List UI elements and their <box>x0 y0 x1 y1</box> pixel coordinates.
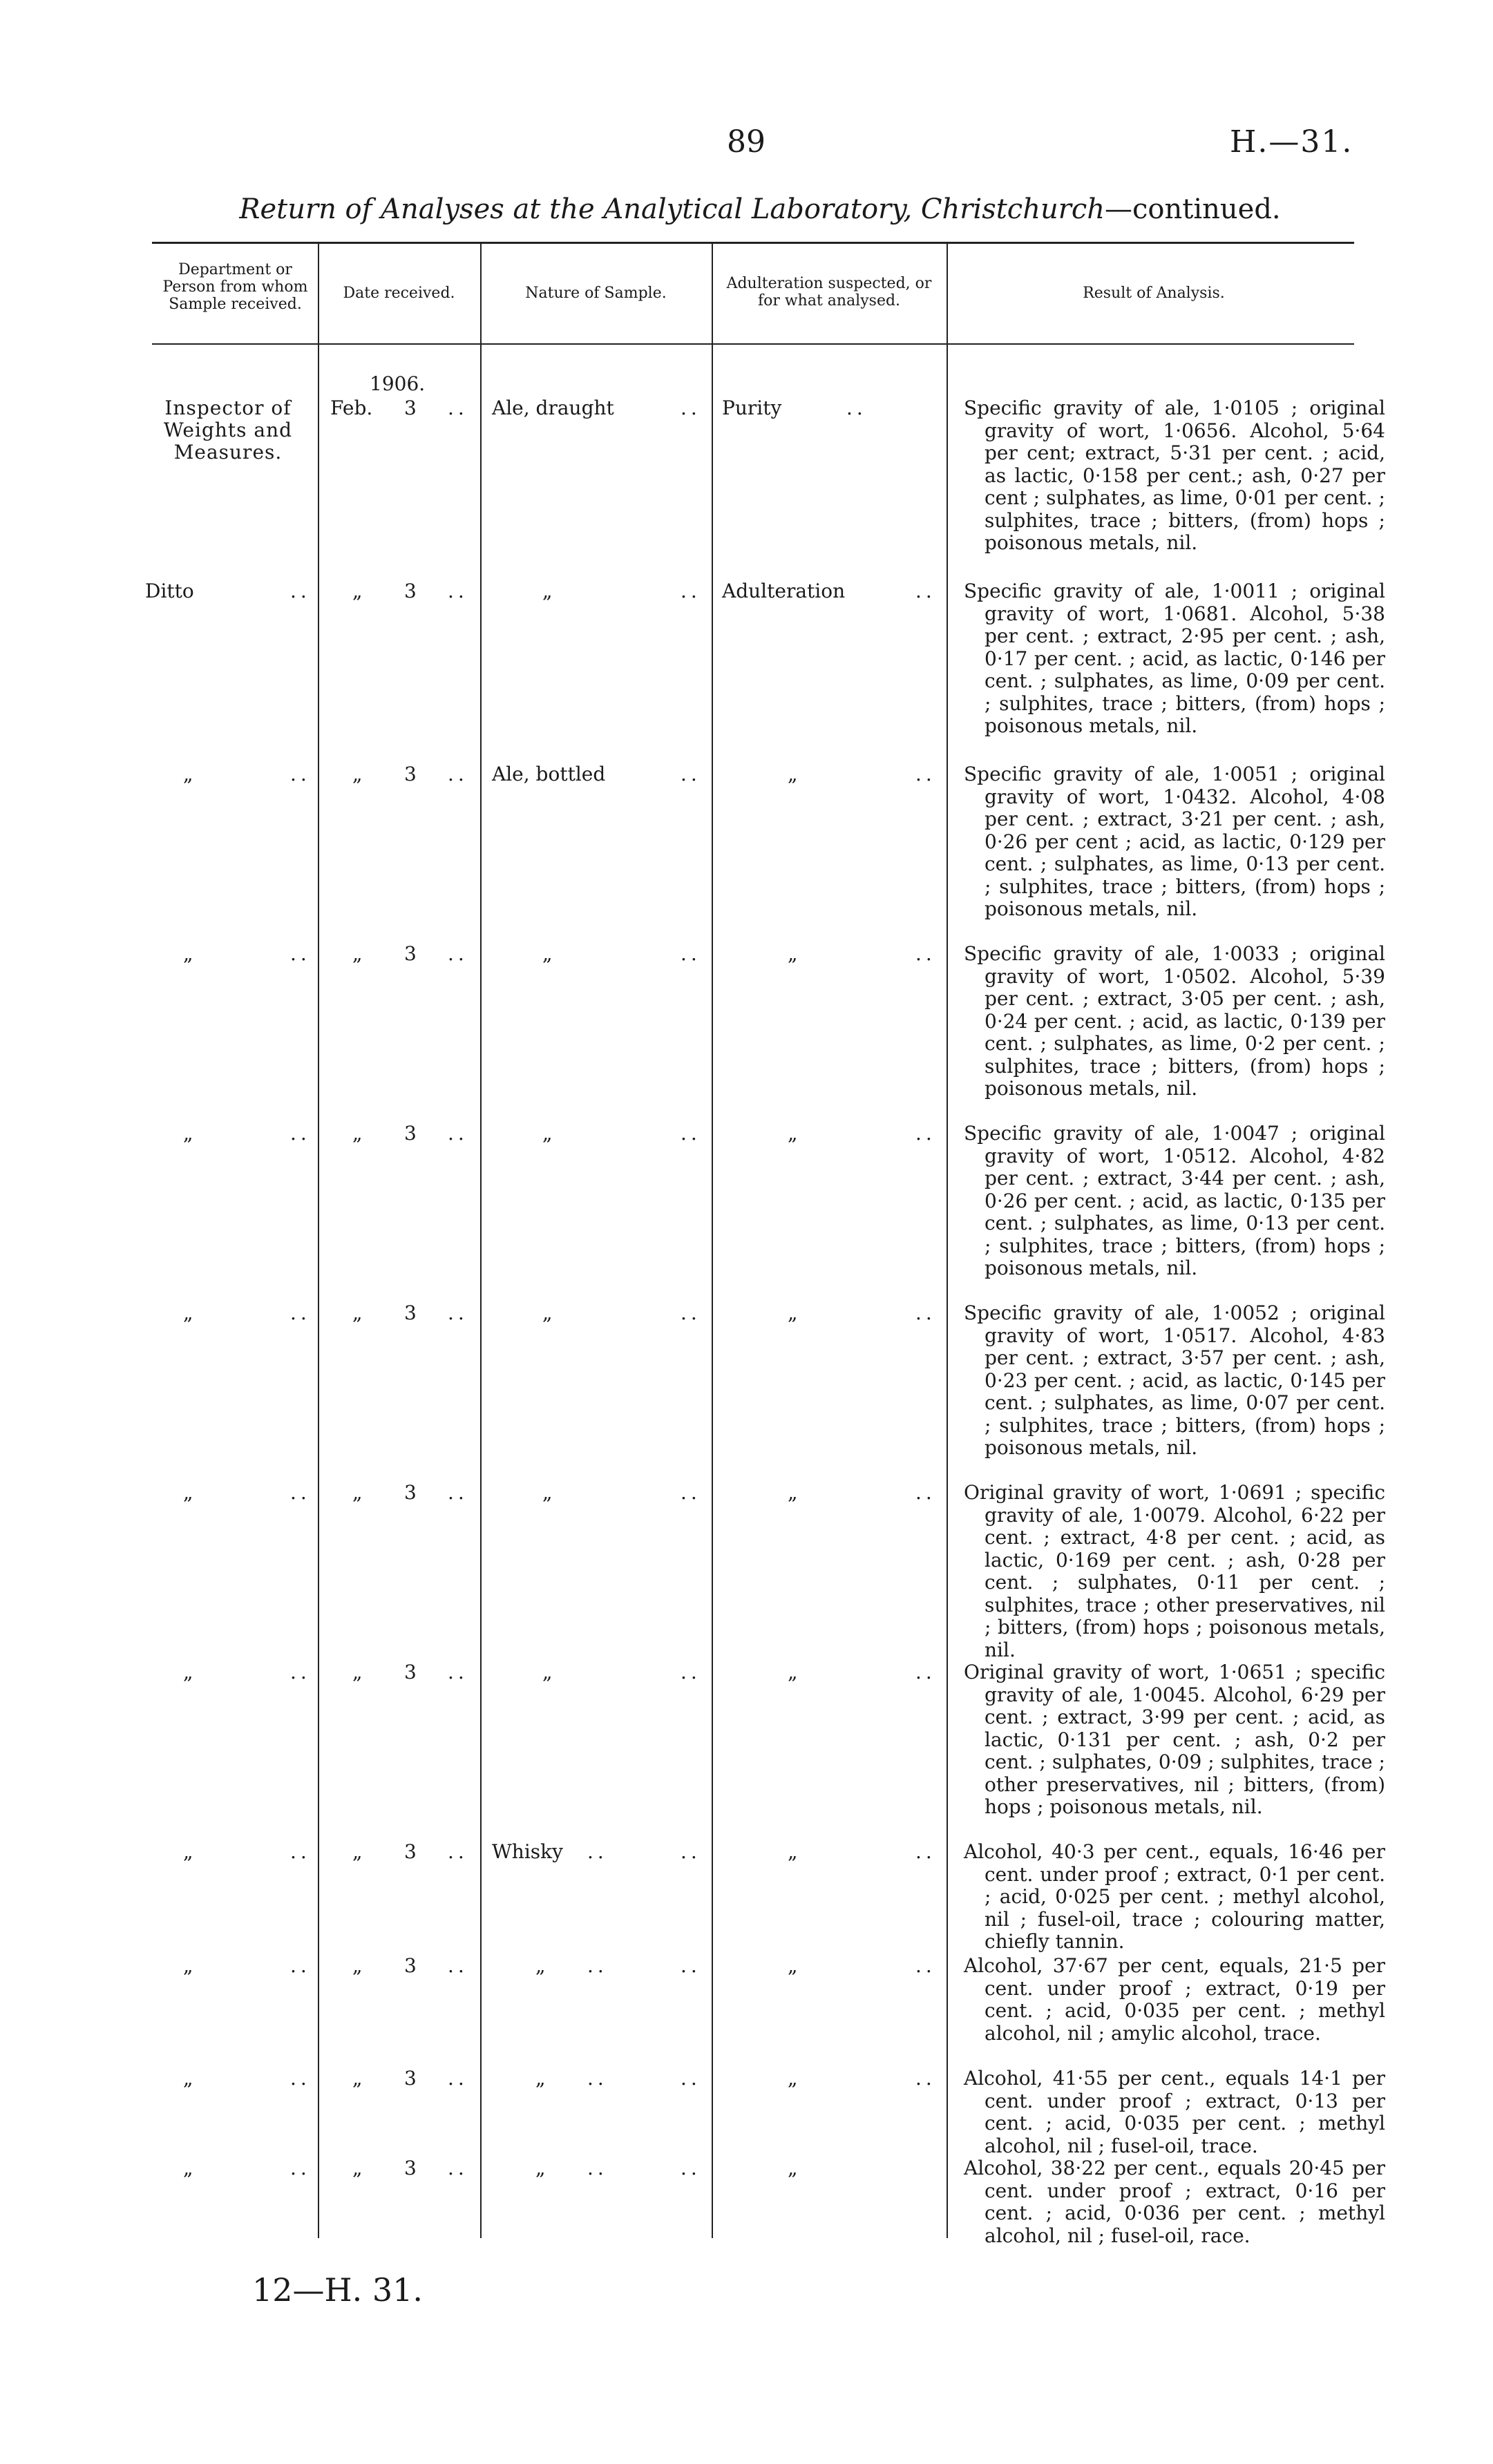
leader-dots: .. <box>915 942 936 965</box>
leader-dots: .. <box>915 763 936 785</box>
department-cell: „ <box>183 763 193 785</box>
document-reference: H.—31. <box>1230 124 1353 160</box>
leader-dots: .. <box>681 1954 701 1977</box>
date-day: 3 <box>404 397 417 419</box>
leader-dots: .. <box>290 763 311 785</box>
header-bottom-rule <box>152 343 1354 345</box>
date-day: 3 <box>404 2067 417 2090</box>
department-cell: „ <box>183 1122 193 1145</box>
result-cell: Specific gravity of ale, 1·0051 ; original gravity of wort, 1·0432. Alcohol, 4·08 per cent. ; extract, 3·21 per cent. ; ash, 0·26 per cent ; acid, as lactic, 0·129 per cent. ; sulphates, as lime, 0·13 per cent. ; sulphites, trace ; bitters, (from) hops ; poisonous metals, nil. <box>964 763 1385 920</box>
leader-dots: .. <box>290 580 311 602</box>
result-cell: Alcohol, 41·55 per cent., equals 14·1 per cent. under proof ; extract, 0·13 per cent. ; acid, 0·035 per cent. ; methyl alcohol, nil ; fusel-oil, trace. <box>964 2067 1385 2157</box>
leader-dots: .. <box>448 397 468 419</box>
purpose-cell: „ <box>788 942 798 965</box>
title-suffix: —continued. <box>1105 193 1281 225</box>
date-day: 3 <box>404 1840 417 1863</box>
date-day: 3 <box>404 1122 417 1145</box>
leader-dots: .. <box>290 1954 311 1977</box>
leader-dots: .. <box>448 1954 468 1977</box>
leader-dots: .. <box>448 1661 468 1683</box>
leader-dots: .. <box>448 763 468 785</box>
leader-dots: .. <box>915 1481 936 1504</box>
leader-dots: .. <box>587 1840 608 1863</box>
date-month: „ <box>352 2157 363 2179</box>
leader-dots: .. <box>290 942 311 965</box>
date-month: „ <box>352 1661 363 1683</box>
leader-dots: .. <box>915 1661 936 1683</box>
result-cell: Original gravity of wort, 1·0691 ; specific gravity of ale, 1·0079. Alcohol, 6·22 per cent. ; extract, 4·8 per cent. ; acid, as lactic, 0·169 per cent. ; ash, 0·28 per cent. ; sulphates, 0·11 per cent. ; sulphites, trace ; other preservatives, nil ; bitters, (from) hops ; poisonous metals, nil. <box>964 1481 1385 1661</box>
leader-dots: .. <box>915 1301 936 1324</box>
leader-dots: .. <box>681 763 701 785</box>
leader-dots: .. <box>290 1122 311 1145</box>
date-day: 3 <box>404 1301 417 1324</box>
leader-dots: .. <box>448 2157 468 2179</box>
title-main: Return of Analyses at the Analytical Laboratory, Christchurch <box>239 193 1105 225</box>
result-cell: Specific gravity of ale, 1·0052 ; original gravity of wort, 1·0517. Alcohol, 4·83 per cent. ; extract, 3·57 per cent. ; ash, 0·23 per cent. ; acid, as lactic, 0·145 per cent. ; sulphates, as lime, 0·07 per cent. ; sulphites, trace ; bitters, (from) hops ; poisonous metals, nil. <box>964 1301 1385 1459</box>
leader-dots: .. <box>448 1481 468 1504</box>
column-divider-1 <box>318 242 319 2238</box>
purpose-cell: „ <box>788 763 798 785</box>
year-label: 1906. <box>370 372 426 395</box>
leader-dots: .. <box>915 580 936 602</box>
column-header-nature: Nature of Sample. <box>525 285 667 302</box>
result-cell: Alcohol, 40·3 per cent., equals, 16·46 per cent. under proof ; extract, 0·1 per cent. ; acid, 0·025 per cent. ; methyl alcohol, nil ; fusel-oil, trace ; colouring matter, chiefly tannin. <box>964 1840 1385 1953</box>
purpose-cell: Adulteration <box>722 580 846 602</box>
date-month: „ <box>352 1481 363 1504</box>
purpose-cell: „ <box>788 1661 798 1683</box>
department-cell: „ <box>183 2067 193 2090</box>
leader-dots: .. <box>681 1122 701 1145</box>
department-cell: „ <box>183 1301 193 1324</box>
department-cell: Inspector of Weights and Measures. <box>163 397 293 464</box>
leader-dots: .. <box>290 1481 311 1504</box>
sample-cell: „ <box>542 580 553 602</box>
result-cell: Alcohol, 38·22 per cent., equals 20·45 per cent. under proof ; extract, 0·16 per cent. ; acid, 0·036 per cent. ; methyl alcohol, nil ; fusel-oil, race. <box>964 2157 1385 2247</box>
sample-cell: „ <box>535 1954 546 1977</box>
purpose-cell: „ <box>788 1954 798 1977</box>
sample-cell: Ale, draught <box>492 397 614 419</box>
leader-dots: .. <box>290 1840 311 1863</box>
leader-dots: .. <box>587 2067 608 2090</box>
sample-cell: „ <box>542 1661 553 1683</box>
date-month: „ <box>352 1840 363 1863</box>
leader-dots: .. <box>290 1301 311 1324</box>
column-header-adulteration: Adulteration suspected, or for what analysed. <box>726 275 932 309</box>
leader-dots: .. <box>448 580 468 602</box>
department-cell: „ <box>183 942 193 965</box>
date-day: 3 <box>404 1481 417 1504</box>
leader-dots: .. <box>587 1954 608 1977</box>
sample-cell: „ <box>542 1122 553 1145</box>
date-month: „ <box>352 2067 363 2090</box>
result-cell: Original gravity of wort, 1·0651 ; specific gravity of ale, 1·0045. Alcohol, 6·29 per cent. ; extract, 3·99 per cent. ; acid, as lactic, 0·131 per cent. ; ash, 0·2 per cent. ; sulphates, 0·09 ; sulphites, trace ; other preservatives, nil ; bitters, (from) hops ; poisonous metals, nil. <box>964 1661 1385 1818</box>
result-cell: Specific gravity of ale, 1·0011 ; original gravity of wort, 1·0681. Alcohol, 5·38 per cent. ; extract, 2·95 per cent. ; ash, 0·17 per cent. ; acid, as lactic, 0·146 per cent. ; sulphates, as lime, 0·09 per cent. ; sulphites, trace ; bitters, (from) hops ; poisonous metals, nil. <box>964 580 1385 737</box>
sample-cell: „ <box>542 1481 553 1504</box>
department-cell: „ <box>183 1954 193 1977</box>
leader-dots: .. <box>681 1661 701 1683</box>
department-cell: „ <box>183 1481 193 1504</box>
leader-dots: .. <box>448 1301 468 1324</box>
date-day: 3 <box>404 580 417 602</box>
department-cell: „ <box>183 1661 193 1683</box>
date-month: „ <box>352 1954 363 1977</box>
leader-dots: .. <box>448 1122 468 1145</box>
sample-cell: „ <box>542 942 553 965</box>
date-day: 3 <box>404 763 417 785</box>
leader-dots: .. <box>681 1301 701 1324</box>
purpose-cell: Purity <box>722 397 782 419</box>
leader-dots: .. <box>290 2157 311 2179</box>
purpose-cell: „ <box>788 1481 798 1504</box>
leader-dots: .. <box>587 2157 608 2179</box>
table-top-rule <box>152 242 1354 244</box>
purpose-cell: „ <box>788 2157 798 2179</box>
date-month: „ <box>352 1122 363 1145</box>
column-header-result: Result of Analysis. <box>1083 285 1225 302</box>
leader-dots: .. <box>915 1840 936 1863</box>
department-cell: Ditto <box>145 580 194 602</box>
leader-dots: .. <box>915 1954 936 1977</box>
date-month: „ <box>352 942 363 965</box>
purpose-cell: „ <box>788 2067 798 2090</box>
date-month: Feb. <box>330 397 373 419</box>
leader-dots: .. <box>681 397 701 419</box>
leader-dots: .. <box>448 2067 468 2090</box>
date-day: 3 <box>404 2157 417 2179</box>
column-divider-2 <box>480 242 482 2238</box>
date-day: 3 <box>404 1661 417 1683</box>
column-divider-3 <box>712 242 713 2238</box>
sample-cell: Ale, bottled <box>492 763 606 785</box>
leader-dots: .. <box>681 2067 701 2090</box>
date-day: 3 <box>404 942 417 965</box>
leader-dots: .. <box>846 397 867 419</box>
sample-cell: Whisky <box>492 1840 563 1863</box>
leader-dots: .. <box>681 1481 701 1504</box>
leader-dots: .. <box>681 1840 701 1863</box>
purpose-cell: „ <box>788 1301 798 1324</box>
leader-dots: .. <box>290 2067 311 2090</box>
date-day: 3 <box>404 1954 417 1977</box>
purpose-cell: „ <box>788 1840 798 1863</box>
department-cell: „ <box>183 1840 193 1863</box>
sample-cell: „ <box>542 1301 553 1324</box>
result-cell: Specific gravity of ale, 1·0047 ; original gravity of wort, 1·0512. Alcohol, 4·82 per cent. ; extract, 3·44 per cent. ; ash, 0·26 per cent. ; acid, as lactic, 0·135 per cent. ; sulphates, as lime, 0·13 per cent. ; sulphites, trace ; bitters, (from) hops ; poisonous metals, nil. <box>964 1122 1385 1279</box>
sample-cell: „ <box>535 2067 546 2090</box>
department-cell: „ <box>183 2157 193 2179</box>
result-cell: Specific gravity of ale, 1·0033 ; original gravity of wort, 1·0502. Alcohol, 5·39 per cent. ; extract, 3·05 per cent. ; ash, 0·24 per cent. ; acid, as lactic, 0·139 per cent. ; sulphates, as lime, 0·2 per cent. ; sulphites, trace ; bitters, (from) hops ; poisonous metals, nil. <box>964 942 1385 1100</box>
footer-signature: 12—H. 31. <box>252 2271 424 2309</box>
date-month: „ <box>352 763 363 785</box>
column-header-date: Date received. <box>343 285 455 302</box>
result-cell: Specific gravity of ale, 1·0105 ; original gravity of wort, 1·0656. Alcohol, 5·64 per cent; extract, 5·31 per cent. ; acid, as lactic, 0·158 per cent.; ash, 0·27 per cent ; sulphates, as lime, 0·01 per cent. ; sulphites, trace ; bitters, (from) hops ; poisonous metals, nil. <box>964 397 1385 554</box>
page-number: 89 <box>727 124 765 160</box>
leader-dots: .. <box>915 1122 936 1145</box>
leader-dots: .. <box>681 2157 701 2179</box>
leader-dots: .. <box>290 1661 311 1683</box>
leader-dots: .. <box>448 942 468 965</box>
leader-dots: .. <box>448 1840 468 1863</box>
purpose-cell: „ <box>788 1122 798 1145</box>
leader-dots: .. <box>915 2067 936 2090</box>
result-cell: Alcohol, 37·67 per cent, equals, 21·5 per cent. under proof ; extract, 0·19 per cent. ; acid, 0·035 per cent. ; methyl alcohol, nil ; amylic alcohol, trace. <box>964 1954 1385 2045</box>
leader-dots: .. <box>681 580 701 602</box>
table-title <box>138 193 1382 225</box>
column-header-department: Department or Person from whom Sample received. <box>162 261 308 313</box>
sample-cell: „ <box>535 2157 546 2179</box>
column-divider-4 <box>947 242 948 2238</box>
leader-dots: .. <box>681 942 701 965</box>
date-month: „ <box>352 1301 363 1324</box>
date-month: „ <box>352 580 363 602</box>
